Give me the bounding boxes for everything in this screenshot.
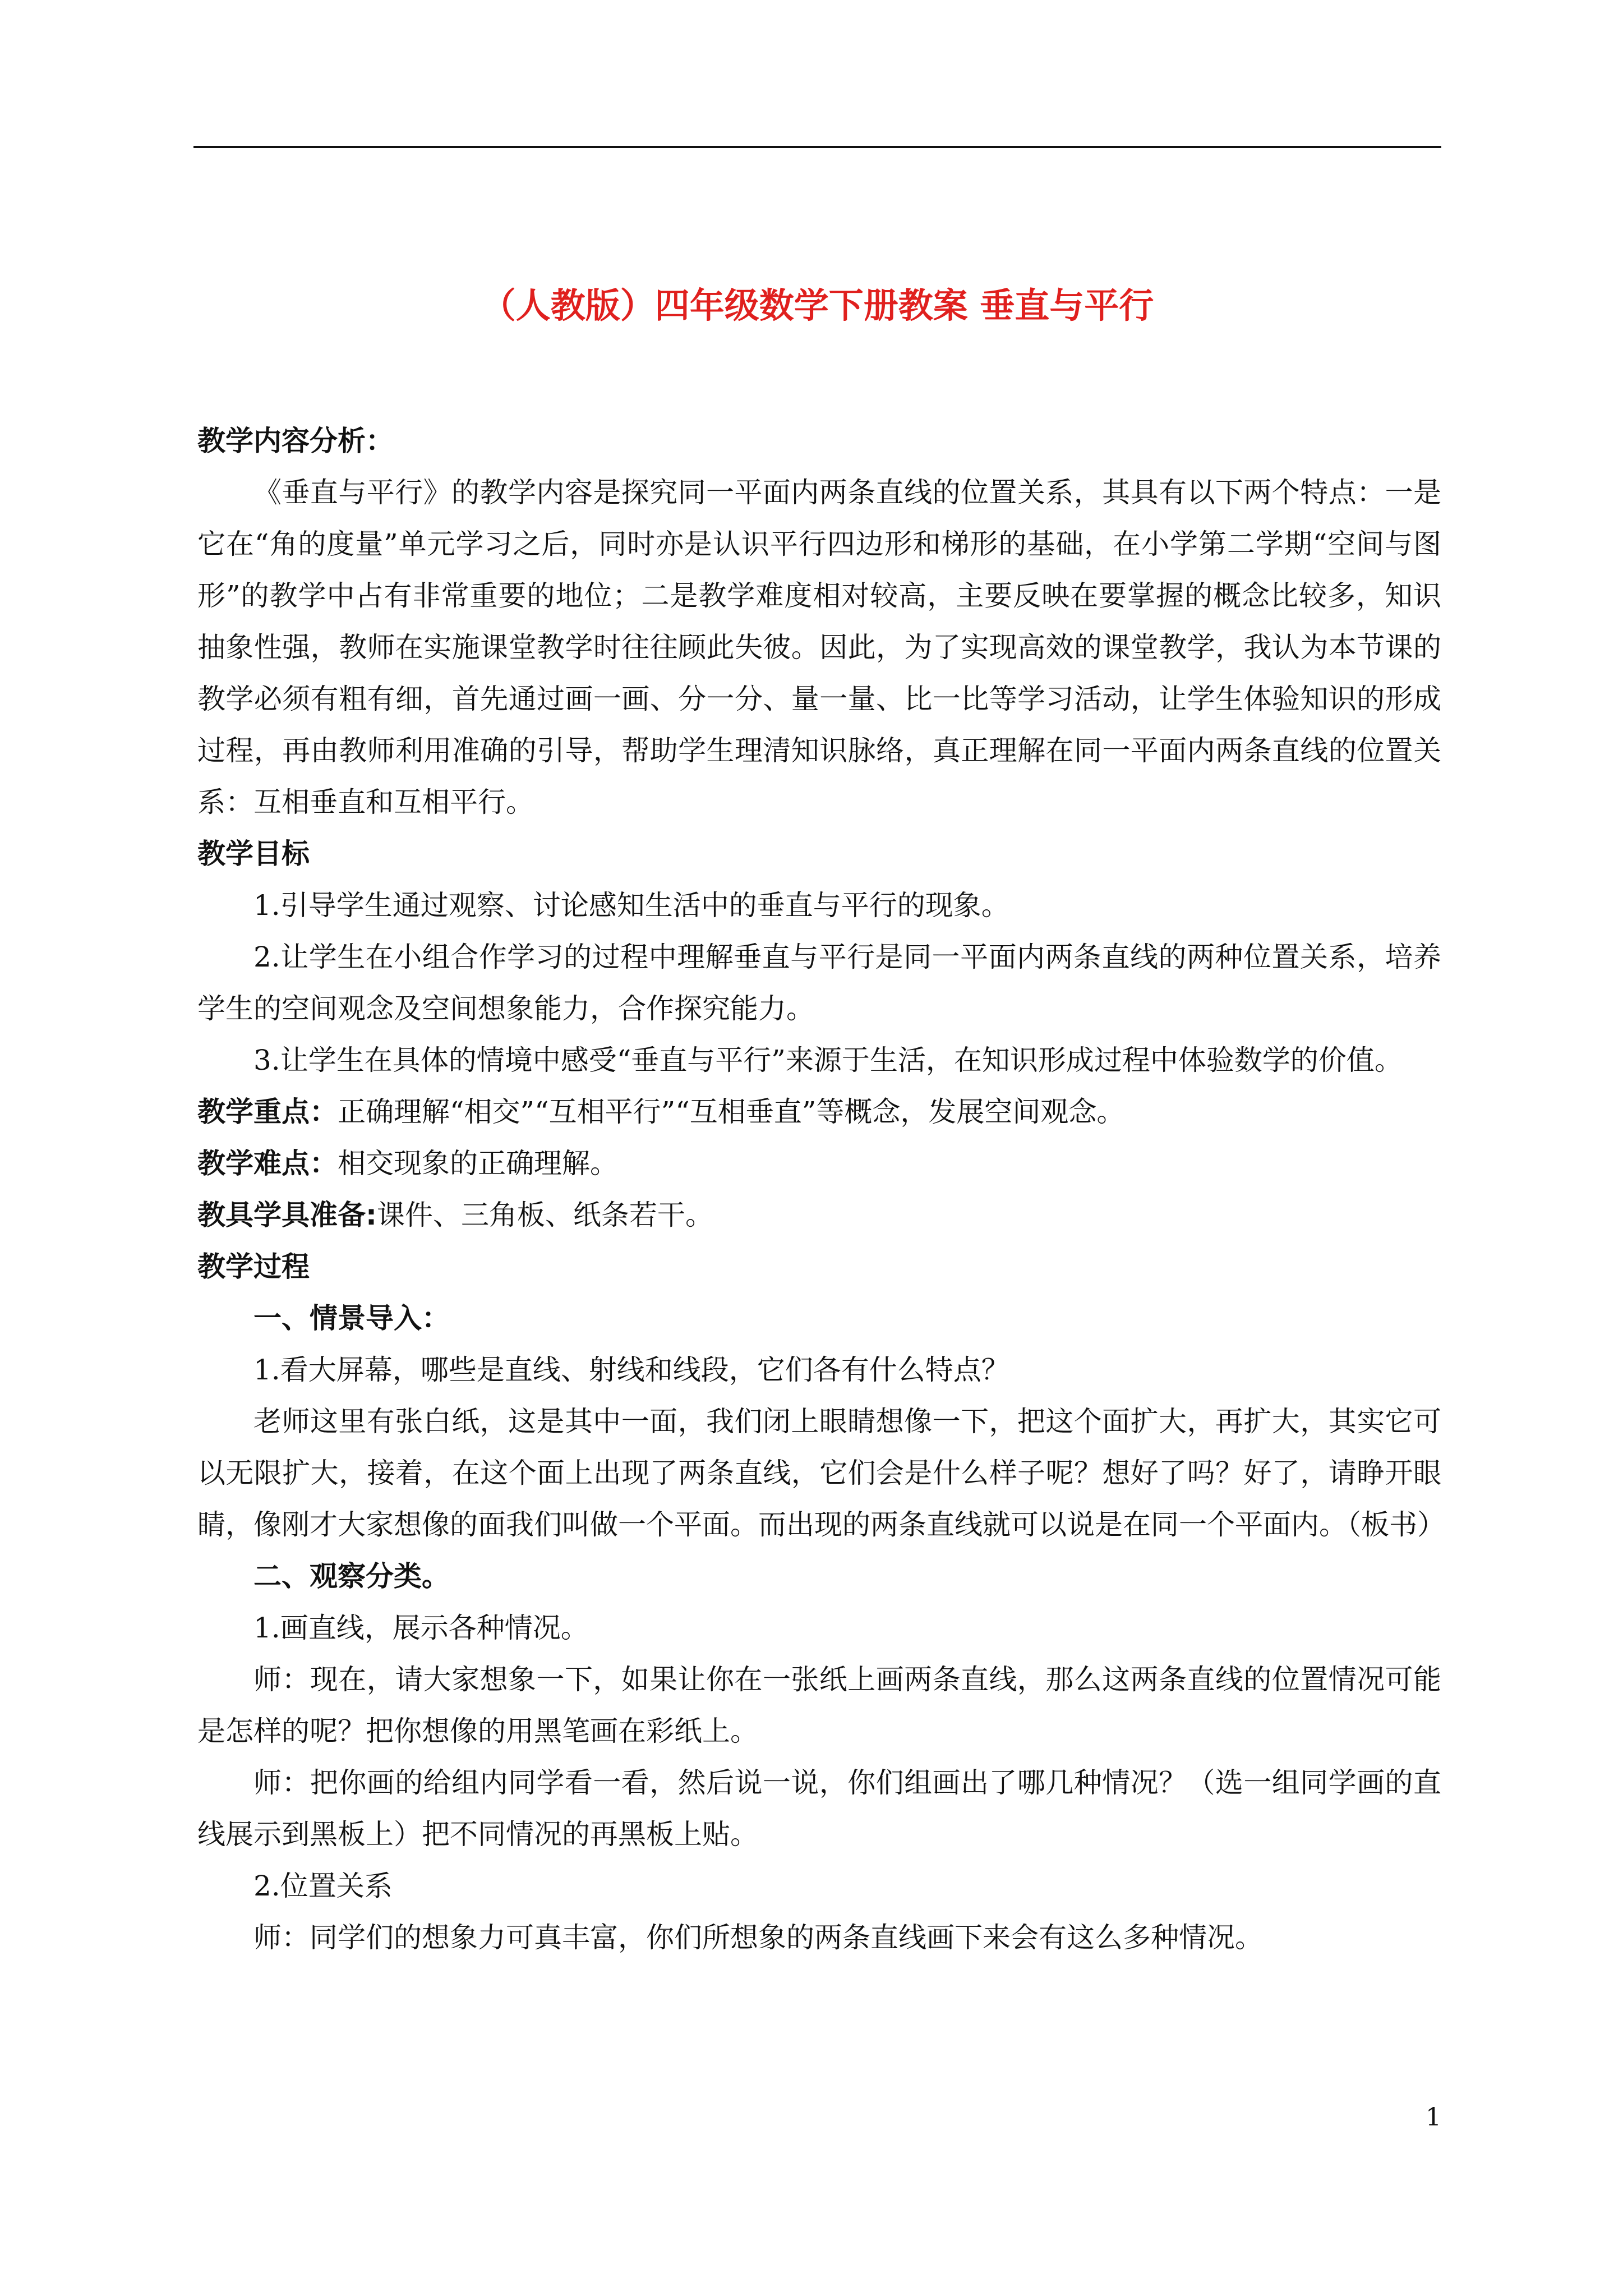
materials-text: 课件、三角板、纸条若干。 (377, 1199, 713, 1231)
key-points-line (197, 1086, 1441, 1138)
document-body (197, 415, 1445, 1963)
section2-item-1: 1.画直线，展示各种情况。 (253, 1612, 589, 1644)
key-points-label: 教学重点： (197, 1096, 338, 1128)
goal-item-3: 3.让学生在具体的情境中感受“垂直与平行”来源于生活，在知识形成过程中体验数学的价值。 (253, 1044, 1403, 1076)
page-number: 1 (1426, 2103, 1441, 2132)
analysis-paragraph: 《垂直与平行》的教学内容是探究同一平面内两条直线的位置关系，其具有以下两个特点：一是它在“角的度量”单元学习之后，同时亦是认识平行四边形和梯形的基础，在小学第二学期“空间与图形”的教学中占有非常重要的地位；二是教学难度相对较高，主要反映在要掌握的概念比较多，知识抽象性强，教师在实施课堂教学时往往顾此失彼。因此，为了实现高效的课堂教学，我认为本节课的教学必须有粗有细，首先通过画一画、分一分、量一量、比一比等学习活动，让学生体验知识的形成过程，再由教师利用准确的引导，帮助学生理清知识脉络，真正理解在同一平面内两条直线的位置关系：互相垂直和互相平行。 (197, 476, 1441, 818)
header-rule (193, 146, 1441, 148)
materials-label: 教具学具准备: (197, 1199, 377, 1231)
goal-item-1: 1.引导学生通过观察、讨论感知生活中的垂直与平行的现象。 (253, 889, 1009, 922)
difficulty-label: 教学难点： (197, 1147, 338, 1180)
goal-item-2: 2.让学生在小组合作学习的过程中理解垂直与平行是同一平面内两条直线的两种位置关系，培养学生的空间观念及空间想象能力，合作探究能力。 (197, 941, 1441, 1025)
section2-paragraph-2: 师：把你画的给组内同学看一看，然后说一说，你们组画出了哪几种情况？（选一组同学画的直线展示到黑板上）把不同情况的再黑板上贴。 (197, 1766, 1441, 1851)
section1-item-1: 1.看大屏幕，哪些是直线、射线和线段，它们各有什么特点？ (253, 1354, 1009, 1386)
document-title: （人教版）四年级数学下册教案 垂直与平行 (481, 285, 1154, 326)
process-heading: 教学过程 (197, 1250, 310, 1283)
section1-paragraph: 老师这里有张白纸，这是其中一面，我们闭上眼睛想像一下，把这个面扩大，再扩大，其实它可以无限扩大，接着，在这个面上出现了两条直线，它们会是什么样子呢？想好了吗？好了，请睁开眼睛，像刚才大家想像的面我们叫做一个平面。而出现的两条直线就可以说是在同一个平面内。（板书） (197, 1405, 1445, 1541)
key-points-text: 正确理解“相交”“互相平行”“互相垂直”等概念，发展空间观念。 (338, 1096, 1125, 1128)
materials-line (197, 1189, 1441, 1241)
difficulty-line (197, 1138, 1441, 1189)
section2-item-2: 2.位置关系 (253, 1870, 393, 1902)
analysis-heading: 教学内容分析： (197, 425, 394, 457)
difficulty-text: 相交现象的正确理解。 (338, 1147, 618, 1180)
section2-paragraph-1: 师：现在，请大家想象一下，如果让你在一张纸上画两条直线，那么这两条直线的位置情况可能是怎样的呢？把你想像的用黑笔画在彩纸上。 (197, 1663, 1441, 1747)
section2-heading: 二、观察分类。 (253, 1560, 450, 1593)
goals-heading: 教学目标 (197, 838, 310, 870)
section2-paragraph-3: 师：同学们的想象力可真丰富，你们所想象的两条直线画下来会有这么多种情况。 (253, 1921, 1263, 1954)
section1-heading: 一、情景导入： (253, 1302, 450, 1335)
